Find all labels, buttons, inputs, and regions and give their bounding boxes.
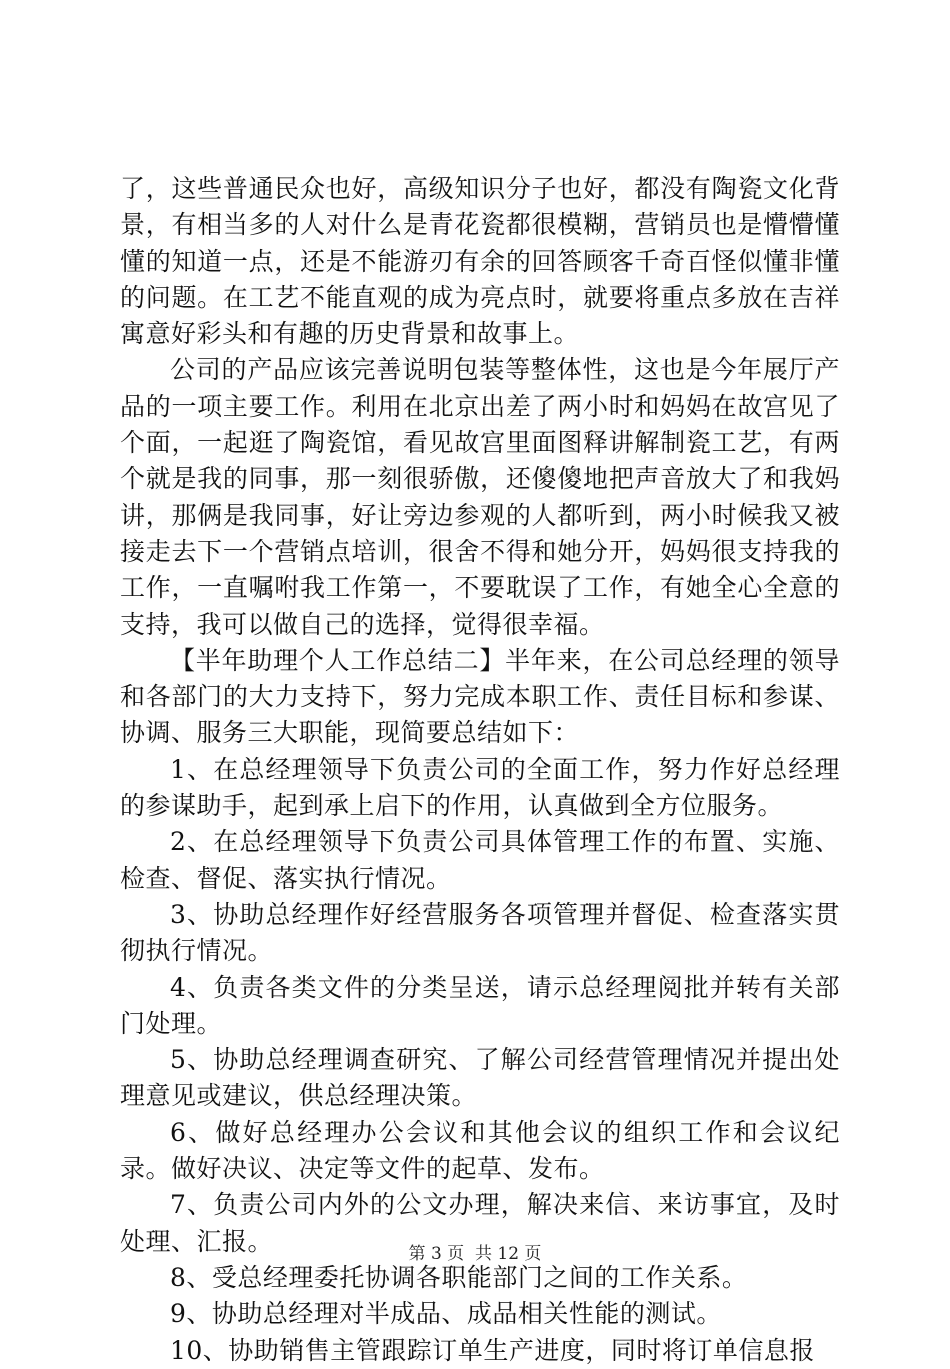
list-item-9: 9、协助总经理对半成品、成品相关性能的测试。 [170,1299,722,1329]
current-page-number: 第 3 页 [408,1244,465,1264]
list-item-10: 10、协助销售主管跟踪订单生产进度，同时将订单信息报 [170,1335,815,1365]
list-item-7: 7、负责公司内外的公文办理，解决来信、来访事宜，及时处理、汇报。 [120,1190,840,1256]
list-item-5: 5、协助总经理调查研究、了解公司经营管理情况并提出处理意见或建议，供总经理决策。 [120,1045,840,1111]
paragraph-2: 公司的产品应该完善说明包装等整体性，这也是今年展厅产品的一项主要工作。利用在北京出差了两小时和妈妈在故宫见了个面，一起逛了陶瓷馆，看见故宫里面图释讲解制瓷工艺，有两个就是我的同事，那一刻很骄傲，还傻傻地把声音放大了和我妈讲，那俩是我同事，好让旁边参观的人都听到，两小时候我又被接走去下一个营销点培训，很舍不得和她分开，妈妈很支持我的工作，一直嘱咐我工作第一，不要耽误了工作，有她全心全意的支持，我可以做自己的选择，觉得很幸福。 [120,355,840,639]
total-page-count: 共 12 页 [474,1244,542,1264]
list-item-2: 2、在总经理领导下负责公司具体管理工作的布置、实施、检查、督促、落实执行情况。 [120,827,840,893]
document-body [120,171,840,1369]
list-item-1: 1、在总经理领导下负责公司的全面工作，努力作好总经理的参谋助手，起到承上启下的作用，认真做到全方位服务。 [120,754,840,821]
list-item-3: 3、协助总经理作好经营服务各项管理并督促、检查落实贯彻执行情况。 [120,899,840,966]
paragraph-1: 了，这些普通民众也好，高级知识分子也好，都没有陶瓷文化背景，有相当多的人对什么是青花瓷都很模糊，营销员也是懵懵懂懂的知道一点，还是不能游刃有余的回答顾客千奇百怪似懂非懂的问题。在工艺不能直观的成为亮点时，就要将重点多放在吉祥寓意好彩头和有趣的历史背景和故事上。 [120,174,840,349]
footer-spacer [464,1244,475,1264]
list-item-8: 8、受总经理委托协调各职能部门之间的工作关系。 [170,1262,748,1292]
list-item-6: 6、做好总经理办公会议和其他会议的组织工作和会议纪录。做好决议、决定等文件的起草、发布。 [120,1117,840,1184]
page-footer [0,1242,950,1266]
paragraph-3: 【半年助理个人工作总结二】半年来，在公司总经理的领导和各部门的大力支持下，努力完成本职工作、责任目标和参谋、协调、服务三大职能，现简要总结如下： [120,645,840,748]
list-item-4: 4、负责各类文件的分类呈送，请示总经理阅批并转有关部门处理。 [120,972,840,1038]
